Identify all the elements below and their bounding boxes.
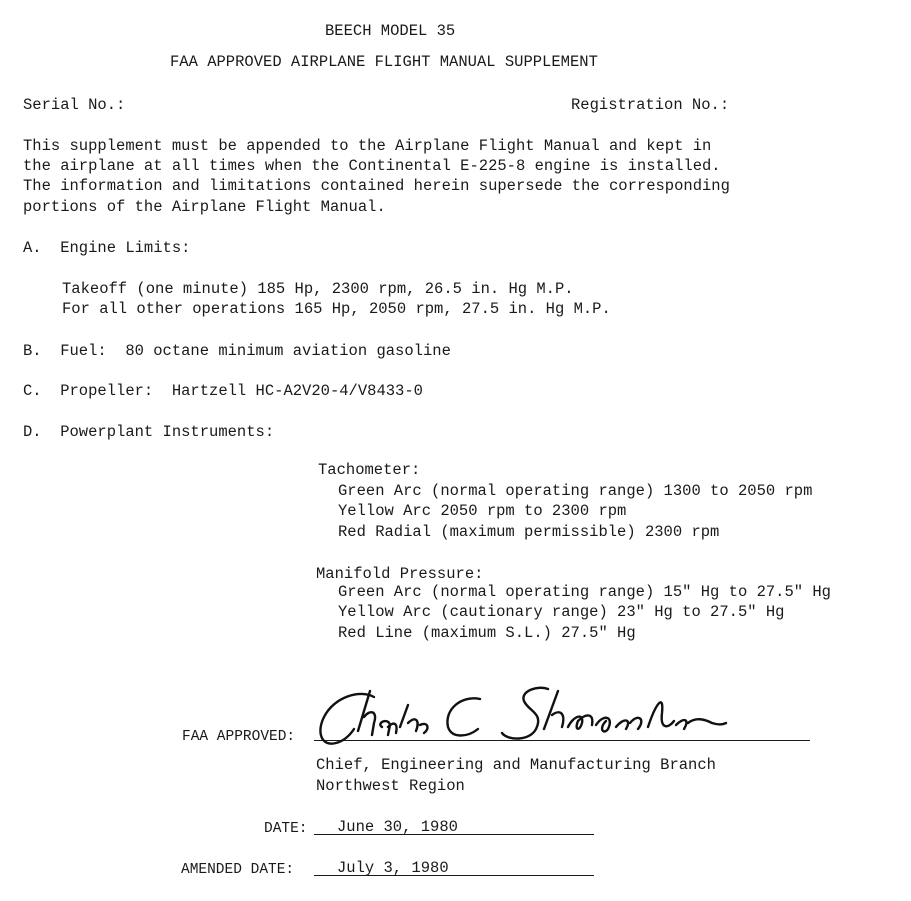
intro-line: This supplement must be appended to the Airplane Flight Manual and kept in (23, 137, 712, 155)
date-value: June 30, 1980 (337, 818, 458, 836)
tachometer-line: Red Radial (maximum permissible) 2300 rpm (338, 523, 720, 541)
tachometer-label: Tachometer: (318, 461, 421, 479)
intro-line: The information and limitations contained herein supersede the corresponding (23, 177, 730, 195)
manifold-label: Manifold Pressure: (316, 565, 484, 583)
date-underline (314, 834, 594, 835)
tachometer-line: Green Arc (normal operating range) 1300 to 2050 rpm (338, 482, 813, 500)
handwritten-signature (312, 683, 732, 753)
registration-label: Registration No.: (571, 96, 730, 114)
amended-date-label: AMENDED DATE: (181, 862, 295, 878)
approver-region: Northwest Region (316, 777, 465, 795)
manifold-line: Green Arc (normal operating range) 15" Hg to 27.5" Hg (338, 583, 831, 601)
amended-date-underline (314, 875, 594, 876)
section-c-propeller: C. Propeller: Hartzell HC-A2V20-4/V8433-0 (23, 382, 423, 400)
document-model: BEECH MODEL 35 (325, 22, 456, 40)
manifold-line: Red Line (maximum S.L.) 27.5" Hg (338, 624, 636, 642)
section-a-heading: A. Engine Limits: (23, 239, 191, 257)
date-label: DATE: (264, 821, 308, 837)
serial-label: Serial No.: (23, 96, 126, 114)
section-d-heading: D. Powerplant Instruments: (23, 423, 275, 441)
intro-line: the airplane at all times when the Continental E-225-8 engine is installed. (23, 157, 721, 175)
amended-date-value: July 3, 1980 (337, 859, 449, 877)
approver-title: Chief, Engineering and Manufacturing Branch (316, 756, 716, 774)
tachometer-line: Yellow Arc 2050 rpm to 2300 rpm (338, 502, 627, 520)
faa-approved-label: FAA APPROVED: (182, 729, 296, 745)
engine-limit-line: Takeoff (one minute) 185 Hp, 2300 rpm, 26.5 in. Hg M.P. (62, 280, 574, 298)
section-b-fuel: B. Fuel: 80 octane minimum aviation gasoline (23, 342, 451, 360)
intro-line: portions of the Airplane Flight Manual. (23, 198, 386, 216)
engine-limit-line: For all other operations 165 Hp, 2050 rpm, 27.5 in. Hg M.P. (62, 300, 611, 318)
manifold-line: Yellow Arc (cautionary range) 23" Hg to 27.5" Hg (338, 603, 785, 621)
document-title: FAA APPROVED AIRPLANE FLIGHT MANUAL SUPPLEMENT (170, 53, 598, 71)
